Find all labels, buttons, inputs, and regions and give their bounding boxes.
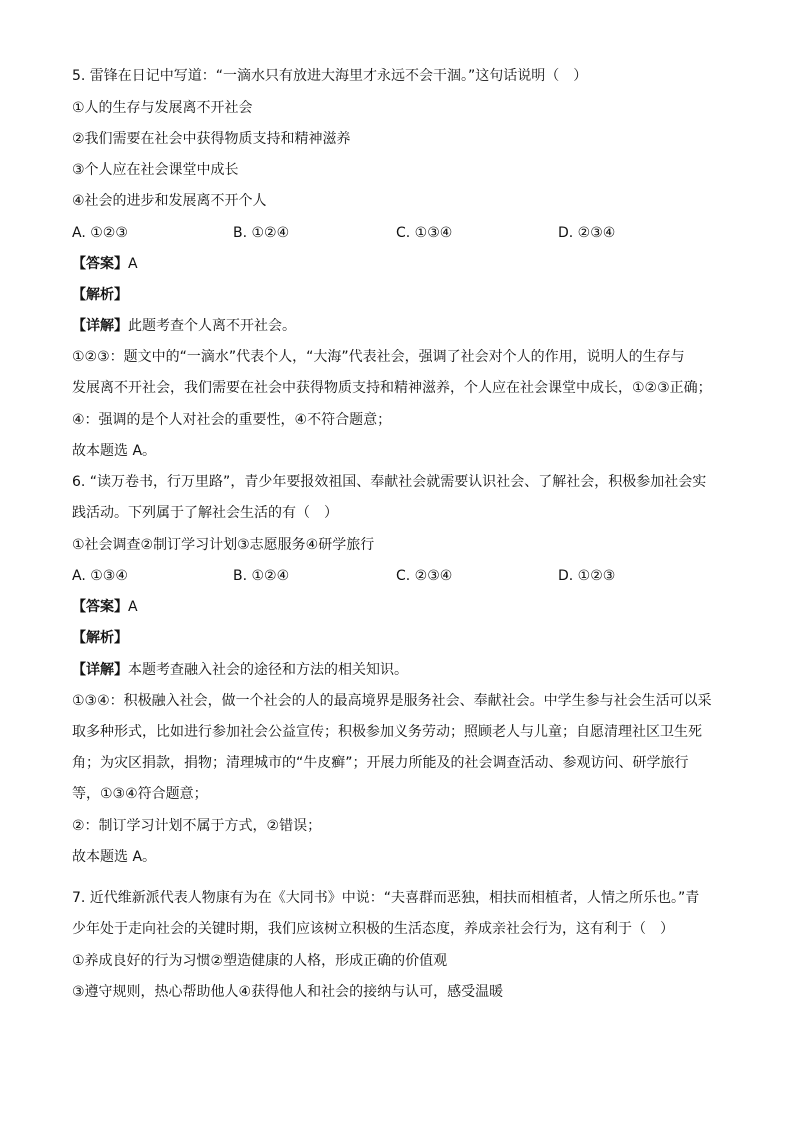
q6-explain-3: 角；为灾区捐款，捐物；清理城市的“牛皮癣”；开展力所能及的社会调查活动、参观访问、研学旅行 xyxy=(72,755,689,771)
q5-explain-1: ①②③：题文中的“一滴水”代表个人，“大海”代表社会，强调了社会对个人的作用，说明人的生存与 xyxy=(72,349,685,365)
answer-value: A xyxy=(128,599,138,615)
q5-item-4: ④社会的进步和发展离不开个人 xyxy=(72,193,267,209)
q5-option-a: A. ①②③ xyxy=(72,225,128,241)
q5-option-d: D. ②③④ xyxy=(558,225,616,241)
question-7-stem-1: 7. 近代维新派代表人物康有为在《大同书》中说：“夫喜群而恶独，相扶而相植者，人情之所乐也。”青 xyxy=(72,890,700,906)
q6-explain-6: 故本题选 A。 xyxy=(72,849,157,865)
question-6-stem-2: 践活动。下列属于了解社会生活的有（ ） xyxy=(72,505,338,521)
question-5-stem: 5. 雷锋在日记中写道：“一滴水只有放进大海里才永远不会干涸。”这句话说明（ ） xyxy=(72,68,588,84)
q5-option-c: C. ①③④ xyxy=(396,225,453,241)
q5-item-1: ①人的生存与发展离不开社会 xyxy=(72,100,253,116)
q5-explain-3: ④：强调的是个人对社会的重要性，④不符合题意； xyxy=(72,412,392,428)
q6-analysis-tag: 【解析】 xyxy=(72,630,128,646)
q6-option-c: C. ②③④ xyxy=(396,568,453,584)
q6-option-b: B. ①②④ xyxy=(233,568,290,584)
q5-item-2: ②我们需要在社会中获得物质支持和精神滋养 xyxy=(72,131,351,147)
q6-explain-5: ②：制订学习计划不属于方式，②错误； xyxy=(72,818,322,834)
q6-answer xyxy=(72,597,138,617)
answer-value: A xyxy=(128,256,138,272)
detail-tag: 【详解】 xyxy=(72,318,128,334)
q5-item-3: ③个人应在社会课堂中成长 xyxy=(72,162,239,178)
answer-tag: 【答案】 xyxy=(72,256,128,272)
answer-tag: 【答案】 xyxy=(72,599,128,615)
detail-text: 此题考查个人离不开社会。 xyxy=(128,318,296,334)
question-7-stem-2: 少年处于走向社会的关键时期，我们应该树立积极的生活态度，养成亲社会行为，这有利于（ ） xyxy=(72,921,674,937)
q7-items-2: ③遵守规则，热心帮助他人④获得他人和社会的接纳与认可，感受温暖 xyxy=(72,984,504,1000)
q6-detail xyxy=(72,660,408,680)
q5-detail xyxy=(72,316,296,336)
q5-analysis-tag: 【解析】 xyxy=(72,287,128,303)
q7-items-1: ①养成良好的行为习惯②塑造健康的人格，形成正确的价值观 xyxy=(72,953,448,969)
detail-text: 本题考查融入社会的途径和方法的相关知识。 xyxy=(128,662,408,678)
q5-answer xyxy=(72,254,138,274)
q5-explain-2: 发展离不开社会，我们需要在社会中获得物质支持和精神滋养，个人应在社会课堂中成长，①②③正确； xyxy=(72,380,712,396)
q6-explain-1: ①③④：积极融入社会，做一个社会的人的最高境界是服务社会、奉献社会。中学生参与社会生活可以采 xyxy=(72,693,712,709)
q5-option-b: B. ①②④ xyxy=(233,225,290,241)
q6-option-a: A. ①③④ xyxy=(72,568,128,584)
detail-tag: 【详解】 xyxy=(72,662,128,678)
question-6-stem-1: 6. “读万卷书，行万里路”，青少年要报效祖国、奉献社会就需要认识社会、了解社会，积极参加社会实 xyxy=(72,474,707,490)
q6-explain-2: 取多种形式，比如进行参加社会公益宣传；积极参加义务劳动；照顾老人与儿童；自愿清理社区卫生死 xyxy=(72,724,702,740)
q5-explain-4: 故本题选 A。 xyxy=(72,443,157,459)
q6-items: ①社会调查②制订学习计划③志愿服务④研学旅行 xyxy=(72,537,375,553)
q6-explain-4: 等，①③④符合题意； xyxy=(72,786,208,802)
q6-option-d: D. ①②③ xyxy=(558,568,616,584)
